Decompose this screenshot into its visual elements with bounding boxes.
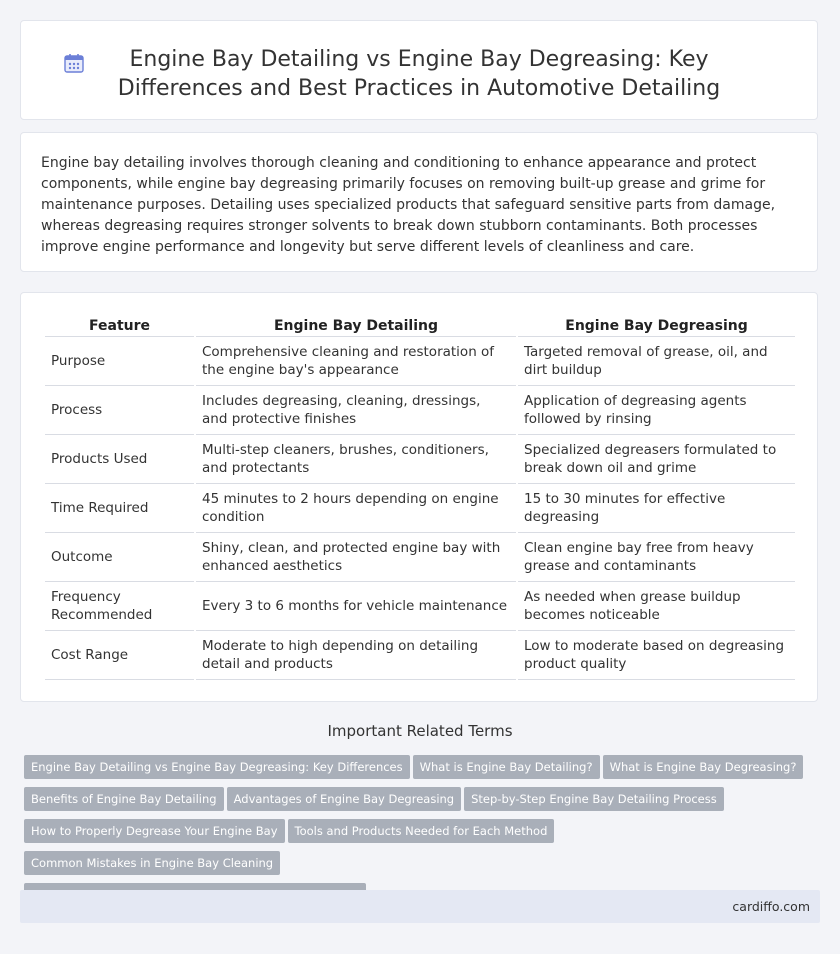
degreasing-cell: Application of degreasing agents followed by rinsing [518, 386, 795, 435]
table-row [45, 631, 795, 680]
feature-cell: Purpose [45, 337, 194, 386]
detailing-cell: Comprehensive cleaning and restoration of the engine bay's appearance [196, 337, 516, 386]
title-wrap [21, 45, 817, 103]
degreasing-cell: Specialized degreasers formulated to break down oil and grime [518, 435, 795, 484]
header-degreasing: Engine Bay Degreasing [518, 315, 795, 337]
page-title: Engine Bay Detailing vs Engine Bay Degreasing: Key Differences and Best Practices in Automotive Detailing [117, 47, 721, 101]
table-row [45, 533, 795, 582]
feature-cell: Time Required [45, 484, 194, 533]
table-row [45, 582, 795, 631]
comparison-table-card [20, 292, 818, 702]
header-feature: Feature [45, 315, 194, 337]
related-tag[interactable]: Engine Bay Detailing vs Engine Bay Degreasing: Key Differences [24, 755, 410, 779]
table-row [45, 435, 795, 484]
summary-card [20, 132, 818, 272]
footer-site-link[interactable]: cardiffo.com [732, 899, 810, 914]
related-tag[interactable]: Benefits of Engine Bay Detailing [24, 787, 224, 811]
degreasing-cell: Targeted removal of grease, oil, and dirt buildup [518, 337, 795, 386]
related-tag[interactable]: Advantages of Engine Bay Degreasing [227, 787, 462, 811]
feature-cell: Cost Range [45, 631, 194, 680]
detailing-cell: 45 minutes to 2 hours depending on engine condition [196, 484, 516, 533]
detailing-cell: Multi-step cleaners, brushes, conditioners, and protectants [196, 435, 516, 484]
related-tag[interactable]: Step-by-Step Engine Bay Detailing Process [464, 787, 724, 811]
related-tag[interactable]: What is Engine Bay Degreasing? [603, 755, 804, 779]
related-tag[interactable]: Common Mistakes in Engine Bay Cleaning [24, 851, 280, 875]
degreasing-cell: 15 to 30 minutes for effective degreasing [518, 484, 795, 533]
comparison-table [43, 315, 797, 680]
table-row [45, 386, 795, 435]
detailing-cell: Shiny, clean, and protected engine bay with enhanced aesthetics [196, 533, 516, 582]
summary-text: Engine bay detailing involves thorough cleaning and conditioning to enhance appearance and protect components, while engine bay degreasing primarily focuses on removing built-up grease and grime for maintenance purposes. Detailing uses specialized products that safeguard sensitive parts from damage, whereas degreasing requires stronger solvents to break down stubborn contaminants. Both processes improve engine performance and longevity but serve different levels of cleanliness and care. [41, 155, 776, 255]
feature-cell: Frequency Recommended [45, 582, 194, 631]
table-header-row [45, 315, 795, 337]
related-tag[interactable]: How to Properly Degrease Your Engine Bay [24, 819, 285, 843]
degreasing-cell: Clean engine bay free from heavy grease and contaminants [518, 533, 795, 582]
header-detailing: Engine Bay Detailing [196, 315, 516, 337]
feature-cell: Products Used [45, 435, 194, 484]
calendar-icon [63, 52, 85, 74]
degreasing-cell: Low to moderate based on degreasing product quality [518, 631, 795, 680]
related-tag[interactable]: What is Engine Bay Detailing? [413, 755, 600, 779]
table-row [45, 337, 795, 386]
table-row [45, 484, 795, 533]
feature-cell: Outcome [45, 533, 194, 582]
related-terms-title: Important Related Terms [327, 722, 513, 740]
degreasing-cell: As needed when grease buildup becomes noticeable [518, 582, 795, 631]
detailing-cell: Every 3 to 6 months for vehicle maintenance [196, 582, 516, 631]
feature-cell: Process [45, 386, 194, 435]
detailing-cell: Includes degreasing, cleaning, dressings, and protective finishes [196, 386, 516, 435]
detailing-cell: Moderate to high depending on detailing detail and products [196, 631, 516, 680]
footer [20, 890, 820, 923]
header-card [20, 20, 818, 120]
related-tag[interactable]: Tools and Products Needed for Each Method [288, 819, 555, 843]
